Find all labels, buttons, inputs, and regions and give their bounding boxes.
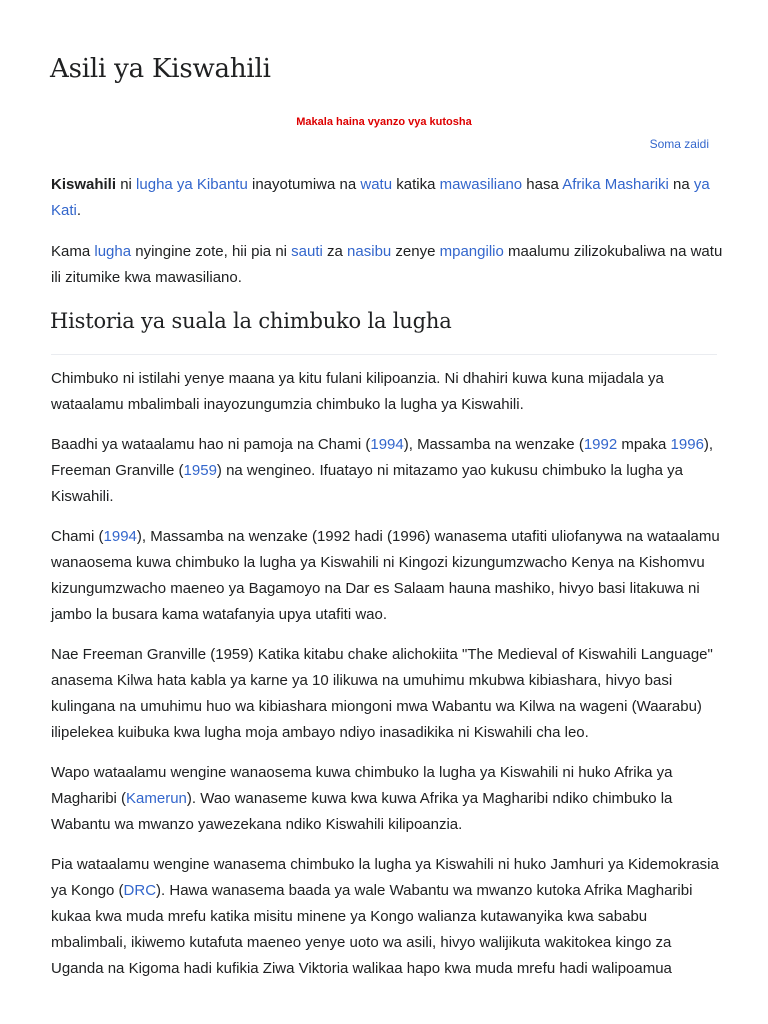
text: Baadhi ya wataalamu hao ni pamoja na Chami ( xyxy=(51,436,371,453)
section-paragraph-5 xyxy=(51,760,723,838)
text: Pia wataalamu wengine wanasema chimbuko la lugha ya Kiswahili ni huko Jamhuri ya Kidemokrasia ya Kongo ( xyxy=(51,856,719,899)
text: ), Massamba na wenzake ( xyxy=(403,436,584,453)
section-divider xyxy=(51,354,717,355)
link-nasibu[interactable]: nasibu xyxy=(347,243,392,260)
bold-term: Kiswahili xyxy=(51,176,117,193)
citation-warning: Makala haina vyanzo vya kutosha xyxy=(296,116,472,128)
text: ), Massamba na wenzake (1992 hadi (1996) wanasema utafiti uliofanywa na wataalamu wanaosema kuwa chimbuko la lugha ya Kiswahili ni Kingozi kizungumzwacho Kenya na Kishomvu kizungumzwacho maeneo ya Bagamoyo na Dar es Salaam hauna mashiko, hivyo basi litakuwa ni jambo la busara kama watafanyia upya utafiti wao. xyxy=(51,528,720,623)
text: ) na wengineo. Ifuatayo ni mitazamo yao kukusu chimbuko la lugha ya Kiswahili. xyxy=(51,462,684,505)
intro-paragraph-1 xyxy=(51,172,723,224)
text: za xyxy=(322,243,348,260)
link-mawasiliano[interactable]: mawasiliano xyxy=(439,176,523,193)
link-sauti[interactable]: sauti xyxy=(291,243,323,260)
section-paragraph-1: Chimbuko ni istilahi yenye maana ya kitu fulani kilipoanzia. Ni dhahiri kuwa kuna mijadala ya wataalamu mbalimbali inayozungumzia chimbuko la lugha ya Kiswahili. xyxy=(51,370,664,413)
text: katika xyxy=(392,176,440,193)
link-kamerun[interactable]: Kamerun xyxy=(126,790,187,807)
text: inayotumiwa na xyxy=(247,176,361,193)
text: Chami ( xyxy=(51,528,104,545)
intro-paragraph-2 xyxy=(51,239,723,291)
text: zenye xyxy=(391,243,440,260)
text: Kama xyxy=(51,243,95,260)
section-paragraph-3 xyxy=(51,524,723,628)
text: ). Hawa wanasema baada ya wale Wabantu wa mwanzo kutoka Afrika Magharibi kukaa kwa muda mrefu katika misitu minene ya Kongo walianza kutawanyika kwa sababu mbalimbali, ikiwemo kutafuta maeneo yenye uoto wa asili, hivyo walijikuta wakitokea kingo za Uganda na Kigoma hadi kufikia Ziwa Viktoria walikaa hapo kwa muda mrefu hadi walipoamua xyxy=(51,882,693,977)
link-1992[interactable]: 1992 xyxy=(583,436,618,453)
text: ), Freeman Granville ( xyxy=(51,436,714,479)
link-mpangilio[interactable]: mpangilio xyxy=(439,243,504,260)
text: ni xyxy=(116,176,137,193)
text: hasa xyxy=(522,176,563,193)
section-paragraph-2 xyxy=(51,432,723,510)
text: Wapo wataalamu wengine wanaosema kuwa chimbuko la lugha ya Kiswahili ni huko Afrika ya Magharibi ( xyxy=(51,764,673,807)
page-title: Asili ya Kiswahili xyxy=(50,54,271,84)
link-1996[interactable]: 1996 xyxy=(670,436,704,453)
link-ya-kati[interactable]: ya Kati xyxy=(51,176,710,219)
text: maalumu zilizokubaliwa na watu ili zitumike kwa mawasiliano. xyxy=(51,243,723,286)
read-more-link[interactable]: Soma zaidi xyxy=(649,137,709,151)
section-paragraph-4: Nae Freeman Granville (1959) Katika kitabu chake alichokiita "The Medieval of Kiswahili Language" anasema Kilwa hata kabla ya karne ya 10 ilikuwa na umuhimu mkubwa kibiashara, hivyo basi kulingana na umuhimu huo wa kibiashara miongoni mwa Wabantu wa Kilwa na wageni (Waarabu) ilipelekea kuibuka kwa lugha moja ambayo ndiyo inasadikika ni Kiswahili cha leo. xyxy=(51,646,713,741)
section-paragraph-6 xyxy=(51,852,723,982)
section-heading: Historia ya suala la chimbuko la lugha xyxy=(50,309,452,333)
link-1959[interactable]: 1959 xyxy=(183,462,217,479)
text: . xyxy=(76,202,82,219)
text: mpaka xyxy=(617,436,671,453)
link-watu[interactable]: watu xyxy=(360,176,393,193)
text: nyingine zote, hii pia ni xyxy=(131,243,292,260)
link-1994[interactable]: 1994 xyxy=(370,436,404,453)
link-lugha-ya-kibantu[interactable]: lugha ya Kibantu xyxy=(136,176,248,193)
link-drc[interactable]: DRC xyxy=(123,882,157,899)
text: ). Wao wanaseme kuwa kwa kuwa Afrika ya Magharibi ndiko chimbuko la Wabantu wa mwanzo yawezekana ndiko Kiswahili kilipoanzia. xyxy=(51,790,673,833)
link-1994[interactable]: 1994 xyxy=(103,528,137,545)
text: na xyxy=(668,176,694,193)
link-afrika-mashariki[interactable]: Afrika Mashariki xyxy=(562,176,669,193)
link-lugha[interactable]: lugha xyxy=(94,243,132,260)
